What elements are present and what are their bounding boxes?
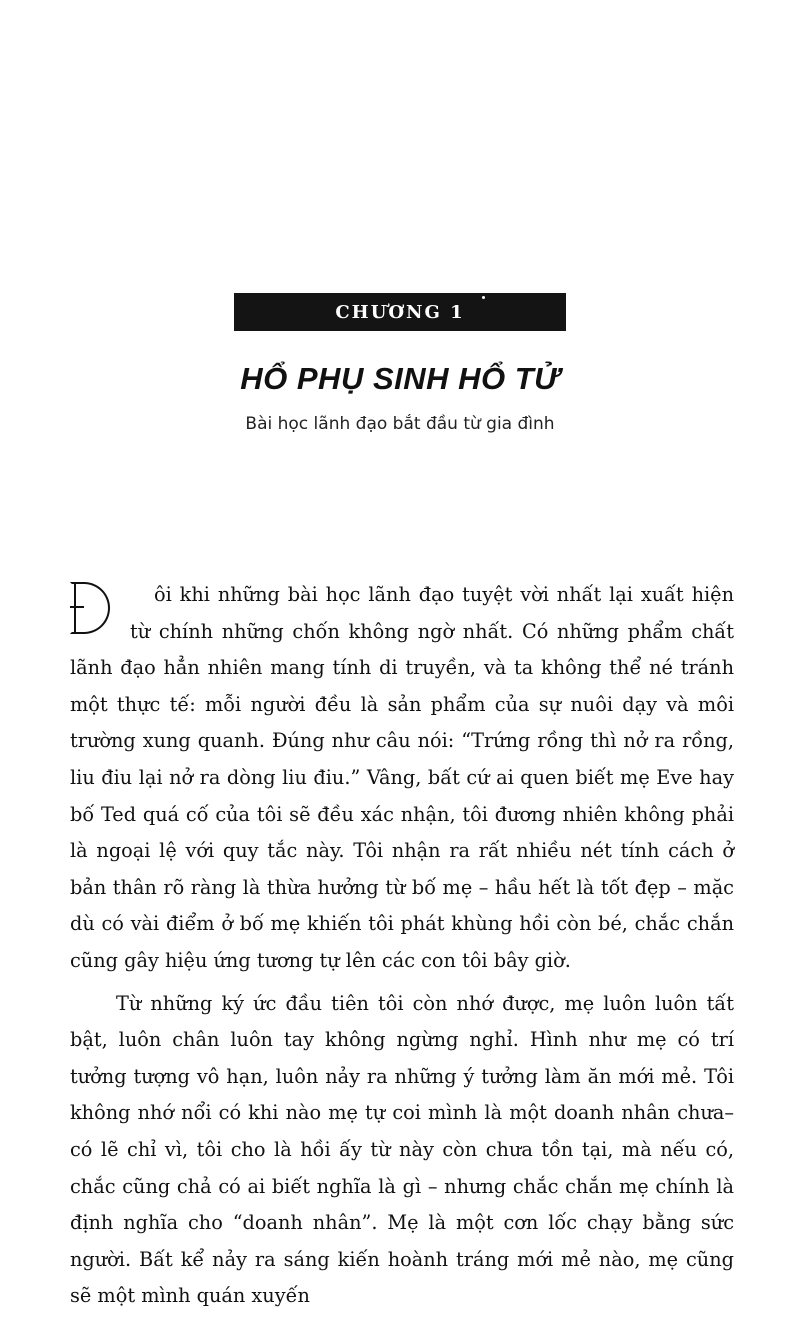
paragraph-1 (70, 577, 734, 980)
drop-cap (70, 580, 122, 638)
chapter-label-bar (234, 293, 566, 331)
decorative-dot (482, 296, 485, 299)
chapter-subtitle: Bài học lãnh đạo bắt đầu từ gia đình (245, 414, 555, 434)
paragraph-2: Từ những ký ức đầu tiên tôi còn nhớ được, mẹ luôn luôn tất bật, luôn chân luôn tay không ngừng nghỉ. Hình như mẹ có trí tưởng tượng vô hạn, luôn nảy ra những ý tưởng làm ăn mới mẻ. Tôi không nhớ nổi có khi nào mẹ tự coi mình là một doanh nhân chưa– có lẽ chỉ vì, tôi cho là hồi ấy từ này còn chưa tồn tại, mà nếu có, chắc cũng chả có ai biết nghĩa là gì – nhưng chắc chắn mẹ chính là định nghĩa cho “doanh nhân”. Mẹ là một cơn lốc chạy bằng sức người. Bất kể nảy ra sáng kiến hoành tráng mới mẻ nào, mẹ cũng sẽ một mình quán xuyến (70, 991, 734, 1308)
chapter-label: CHƯƠNG 1 (335, 301, 465, 323)
paragraph-1-text: ôi khi những bài học lãnh đạo tuyệt vời nhất lại xuất hiện từ chính những chốn không ngờ nhất. Có những phẩm chất lãnh đạo hẳn nhiên mang tính di truyền, và ta không thể né tránh một thực tế: mỗi người đều là sản phẩm của sự nuôi dạy và môi trường xung quanh. Đúng như câu nói: “Trứng rồng thì nở ra rồng, liu điu lại nở ra dòng liu điu.” Vâng, bất cứ ai quen biết mẹ Eve hay bố Ted quá cố của tôi sẽ đều xác nhận, tôi đương nhiên không phải là ngoại lệ với quy tắc này. Tôi nhận ra rất nhiều nét tính cách ở bản thân rõ ràng là thừa hưởng từ bố mẹ – hầu hết là tốt đẹp – mặc dù có vài điểm ở bố mẹ khiến tôi phát khùng hồi còn bé, chắc chắn cũng gây hiệu ứng tương tự lên các con tôi bây giờ. (70, 583, 734, 972)
body-text (70, 577, 734, 1315)
chapter-title: HỔ PHỤ SINH HỔ TỬ (240, 361, 560, 396)
